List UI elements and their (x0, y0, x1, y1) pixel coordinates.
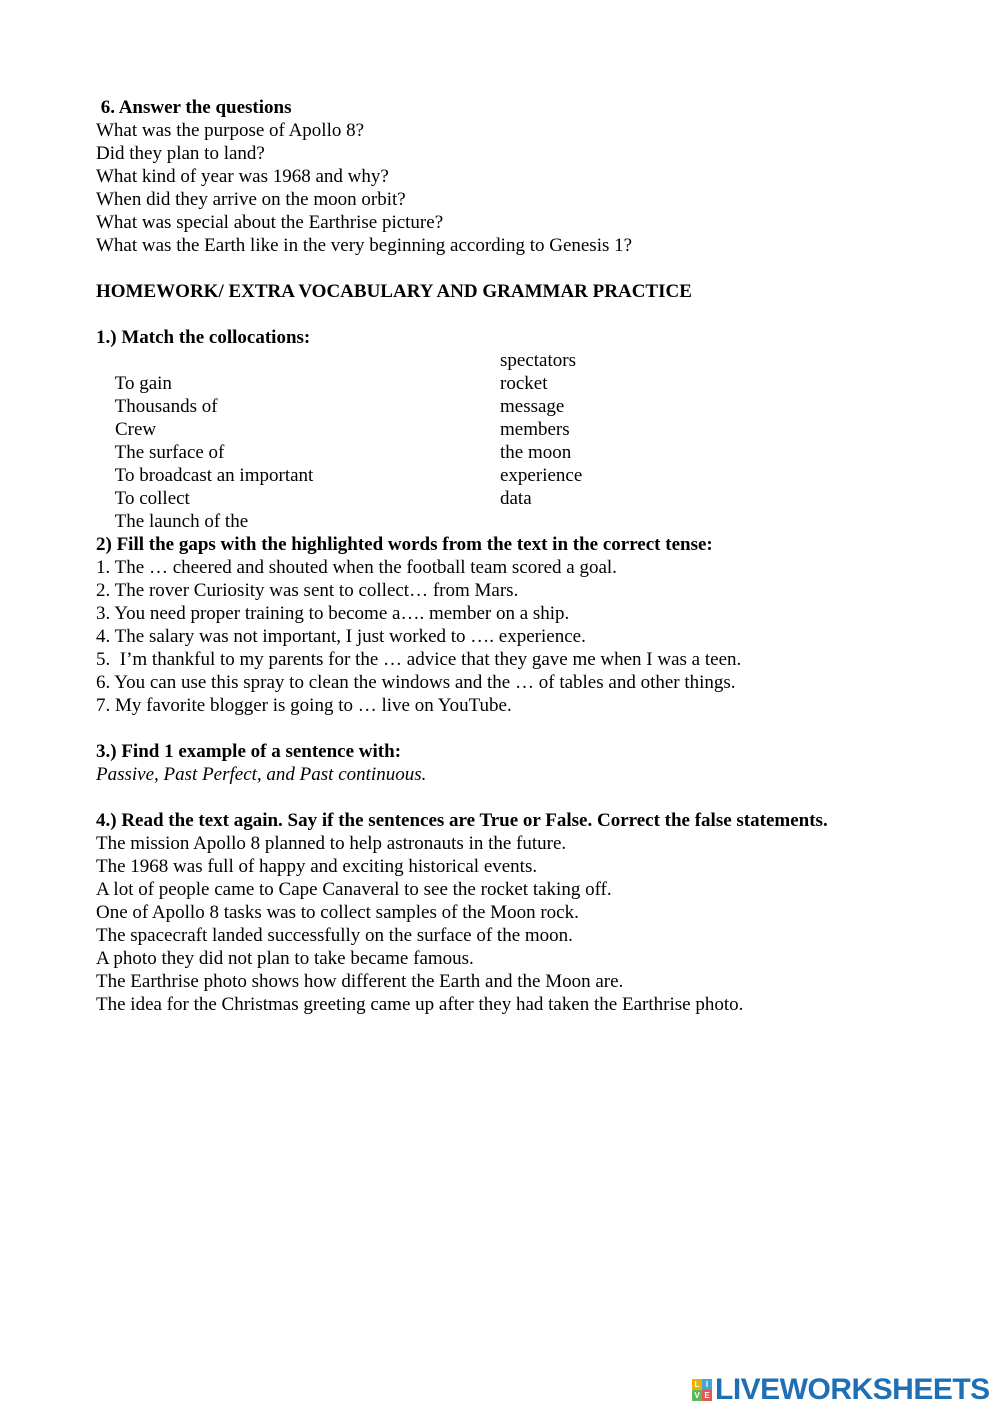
match-left: To collect (114, 488, 190, 509)
truefalse-item-6: A photo they did not plan to take became famous. (96, 948, 474, 969)
match-left: The surface of (114, 442, 225, 463)
truefalse-item-1: The mission Apollo 8 planned to help astronauts in the future. (96, 833, 567, 854)
match-left: The launch of the (114, 511, 249, 532)
match-heading: 1.) Match the collocations: (96, 327, 311, 348)
question-4: When did they arrive on the moon orbit? (96, 189, 406, 210)
truefalse-heading: 4.) Read the text again. Say if the sentences are True or False. Correct the false statements. (96, 810, 828, 831)
fill-item-5: 5. I’m thankful to my parents for the … advice that they gave me when I was a teen. (96, 649, 742, 670)
match-right: rocket (500, 373, 548, 394)
liveworksheets-logo-icon: L I V E (692, 1379, 712, 1401)
match-right: members (500, 419, 570, 440)
liveworksheets-logo[interactable] (692, 1375, 990, 1405)
worksheet-page (96, 96, 956, 1016)
fill-heading: 2) Fill the gaps with the highlighted words from the text in the correct tense: (96, 534, 713, 555)
fill-item-2: 2. The rover Curiosity was sent to collect… from Mars. (96, 580, 519, 601)
section-6-heading: 6. Answer the questions (96, 97, 292, 118)
truefalse-item-5: The spacecraft landed successfully on the surface of the moon. (96, 925, 573, 946)
match-right: data (500, 488, 532, 509)
find-heading: 3.) Find 1 example of a sentence with: (96, 741, 402, 762)
truefalse-item-3: A lot of people came to Cape Canaveral to see the rocket taking off. (96, 879, 612, 900)
match-left: Thousands of (114, 396, 218, 417)
match-left: Crew (115, 419, 157, 440)
fill-item-4: 4. The salary was not important, I just worked to …. experience. (96, 626, 586, 647)
truefalse-item-2: The 1968 was full of happy and exciting historical events. (96, 856, 538, 877)
fill-item-6: 6. You can use this spray to clean the windows and the … of tables and other things. (96, 672, 736, 693)
fill-item-7: 7. My favorite blogger is going to … live on YouTube. (96, 695, 512, 716)
match-row (96, 487, 956, 532)
match-right: spectators (500, 350, 576, 371)
match-left: To gain (114, 373, 172, 394)
liveworksheets-logo-text: LIVEWORKSHEETS (715, 1373, 990, 1406)
match-left: To broadcast an important (114, 465, 314, 486)
question-1: What was the purpose of Apollo 8? (96, 120, 365, 141)
truefalse-item-4: One of Apollo 8 tasks was to collect samples of the Moon rock. (96, 902, 579, 923)
match-right: message (500, 396, 565, 417)
match-right: the moon (500, 442, 572, 463)
question-3: What kind of year was 1968 and why? (96, 166, 389, 187)
match-right: experience (500, 465, 583, 486)
truefalse-item-7: The Earthrise photo shows how different the Earth and the Moon are. (96, 971, 624, 992)
find-text: Passive, Past Perfect, and Past continuous. (96, 764, 427, 785)
question-6: What was the Earth like in the very beginning according to Genesis 1? (96, 235, 633, 256)
truefalse-item-8: The idea for the Christmas greeting came up after they had taken the Earthrise photo. (96, 994, 744, 1015)
homework-title: HOMEWORK/ EXTRA VOCABULARY AND GRAMMAR PRACTICE (96, 281, 692, 302)
fill-item-3: 3. You need proper training to become a…. member on a ship. (96, 603, 570, 624)
question-2: Did they plan to land? (96, 143, 265, 164)
question-5: What was special about the Earthrise picture? (96, 212, 444, 233)
fill-item-1: 1. The … cheered and shouted when the football team scored a goal. (96, 557, 617, 578)
